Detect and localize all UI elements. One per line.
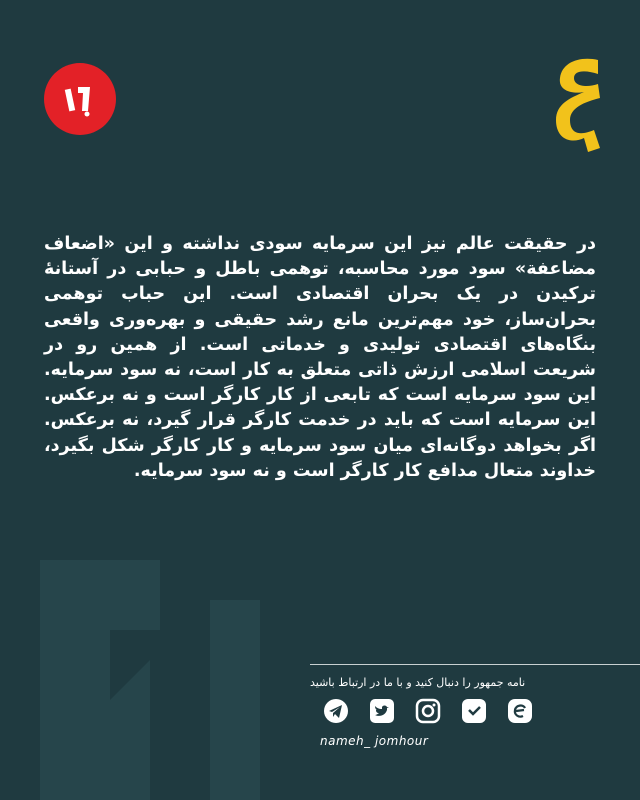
body-line: کار است، نه سود سرمایه. این سود سرمایه است که تابعی از <box>44 360 596 406</box>
eitaa-icon[interactable] <box>506 697 534 725</box>
instagram-icon[interactable] <box>414 697 442 725</box>
body-line: «اضعاف مضاعفة» سود مورد محاسبه، توهمی باطل و <box>44 234 597 280</box>
body-line: حبابی در آستانهٔ ترکیدن در یک بحران اقتصادی است. این <box>44 259 597 305</box>
body-line: میان سود سرمایه و کار کارگر شکل بگیرد، خداوند متعال <box>44 435 596 481</box>
footer-caption: نامه جمهور را دنبال کنید و با ما در ارتباط باشید <box>310 676 526 689</box>
body-line: بهره‌وری واقعی بنگاه‌های اقتصادی تولیدی و خدماتی <box>44 309 597 355</box>
social-links <box>322 697 534 725</box>
page-number-glyph <box>540 48 610 158</box>
page-number <box>540 48 610 158</box>
body-text <box>44 232 596 484</box>
body-line: حباب توهمی بحران‌ساز، خود مهم‌ترین مانع رشد حقیقی و <box>44 284 597 330</box>
footer-divider <box>310 664 640 665</box>
twitter-icon[interactable] <box>368 697 396 725</box>
bale-icon[interactable] <box>460 697 488 725</box>
telegram-icon[interactable] <box>322 697 350 725</box>
body-line: در حقیقت عالم نیز این سرمایه سودی نداشته و این <box>124 234 597 254</box>
body-line: مدافع کار کارگر است و نه سود سرمایه. <box>133 460 478 481</box>
body-line: کار کارگر است و نه برعکس. این سرمایه است که باید در <box>44 385 596 431</box>
body-line: است. از همین رو در شریعت اسلامی ارزش ذاتی متعلق به <box>44 334 596 381</box>
brand-logo <box>44 63 116 135</box>
brand-logo-mark <box>60 79 100 119</box>
social-handle[interactable]: nameh_ jomhour <box>320 734 429 748</box>
body-line: خدمت کارگر قرار گیرد، نه برعکس. اگر بخواهد دوگانه‌ای <box>44 410 597 456</box>
